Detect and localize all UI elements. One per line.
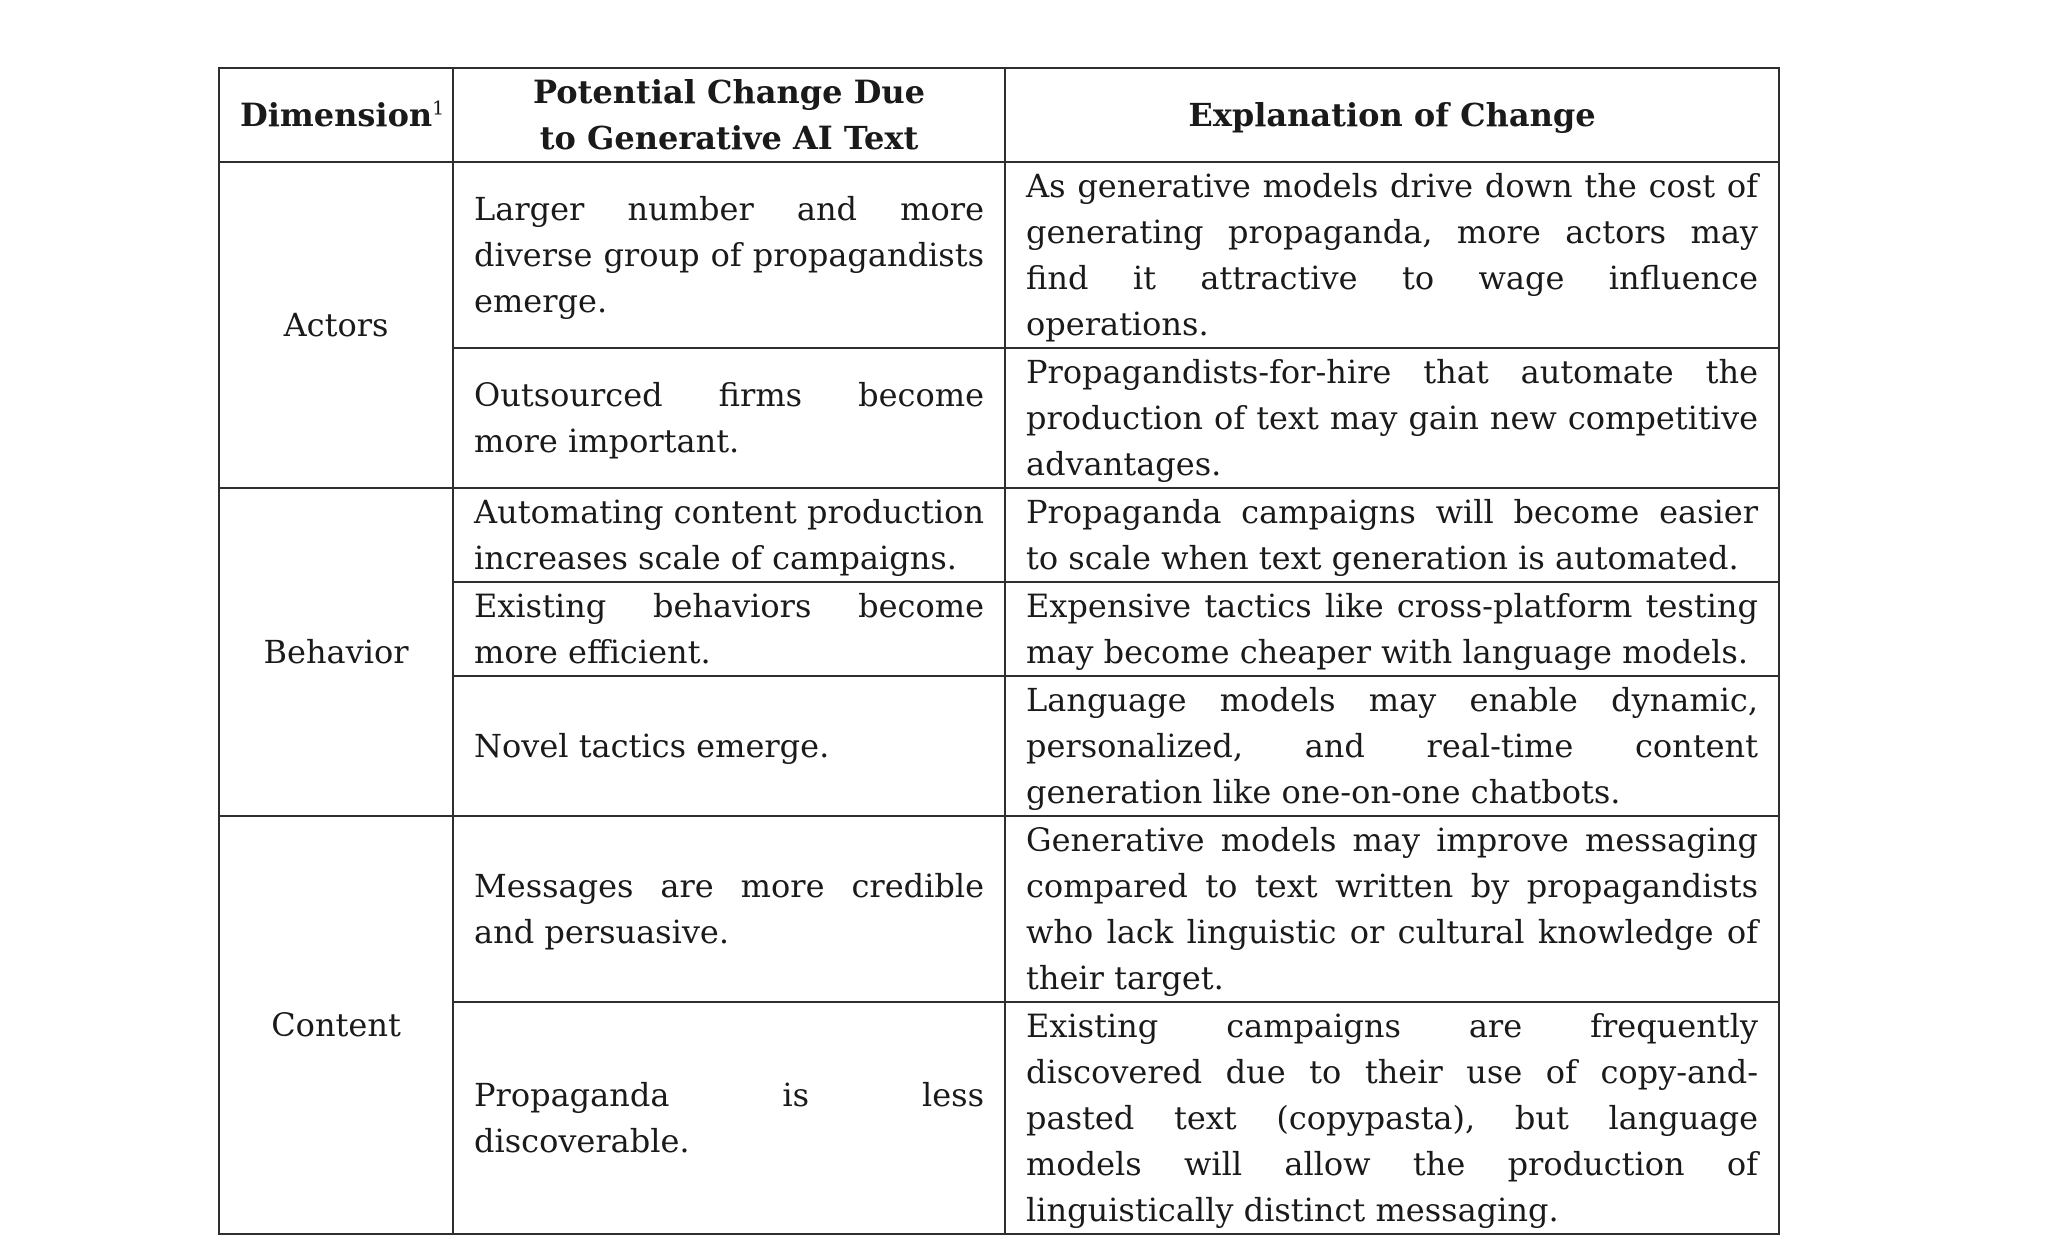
header-change-line-1: Potential Change Due [533,73,925,111]
header-potential-change [453,68,1005,162]
header-dimension-label: Dimension [240,96,433,134]
explanation-cell: Propaganda campaigns will become easier to scale when text generation is automated. [1005,488,1779,582]
table-row [219,1002,1779,1234]
table-row [219,582,1779,676]
table-row [219,816,1779,1002]
change-cell: Outsourced firms become more important. [453,348,1005,488]
footnote-marker: 1 [432,97,445,120]
dimension-cell-actors: Actors [219,162,453,488]
change-cell: Existing behaviors become more efficient. [453,582,1005,676]
dimension-cell-behavior: Behavior [219,488,453,816]
impact-table [218,67,1780,1235]
explanation-cell: Propagandists-for-hire that automate the production of text may gain new competitive advantages. [1005,348,1779,488]
change-cell: Novel tactics emerge. [453,676,1005,816]
explanation-cell: As generative models drive down the cost of generating propaganda, more actors may find it attractive to wage influence operations. [1005,162,1779,348]
change-cell: Automating content production increases scale of campaigns. [453,488,1005,582]
change-cell: Larger number and more diverse group of propagandists emerge. [453,162,1005,348]
change-cell: Messages are more credible and persuasive. [453,816,1005,1002]
header-explanation: Explanation of Change [1005,68,1779,162]
table-row [219,488,1779,582]
table-row [219,162,1779,348]
table-row [219,676,1779,816]
table-row [219,348,1779,488]
explanation-cell: Generative models may improve messaging compared to text written by propagandists who lack linguistic or cultural knowledge of their target. [1005,816,1779,1002]
explanation-cell: Expensive tactics like cross-platform testing may become cheaper with language models. [1005,582,1779,676]
header-change-line-2: to Generative AI Text [539,119,919,157]
change-cell: Propaganda is less discoverable. [453,1002,1005,1234]
explanation-cell: Existing campaigns are frequently discovered due to their use of copy-and-pasted text (copypasta), but language models will allow the production of linguistically distinct messaging. [1005,1002,1779,1234]
dimension-cell-content: Content [219,816,453,1234]
header-dimension [219,68,453,162]
table-header-row [219,68,1779,162]
explanation-cell: Language models may enable dynamic, personalized, and real-time content generation like one-on-one chatbots. [1005,676,1779,816]
